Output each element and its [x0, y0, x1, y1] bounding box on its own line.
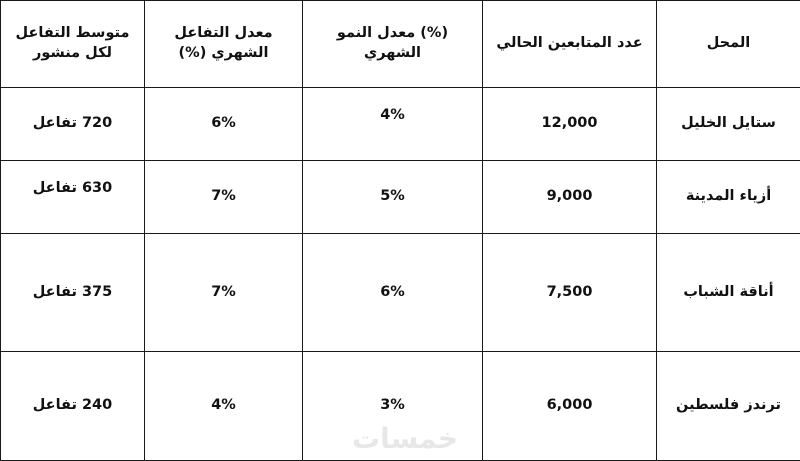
cell-growth-rate	[303, 352, 483, 461]
header-followers: عدد المتابعين الحالي	[483, 1, 657, 88]
cell-engagement-rate	[145, 161, 303, 234]
cell-store: ترندز فلسطين	[657, 352, 800, 461]
cell-avg-engagement: 375 تفاعل	[1, 234, 145, 352]
cell-growth-rate	[303, 161, 483, 234]
cell-growth-rate	[303, 88, 483, 161]
cell-followers	[483, 234, 657, 352]
table-row	[1, 161, 800, 234]
cell-avg-engagement: 630 تفاعل	[1, 161, 145, 234]
cell-followers	[483, 88, 657, 161]
engagement-rate-value: 7%	[211, 283, 236, 303]
header-engagement-rate: معدل التفاعل الشهري (%)	[145, 1, 303, 88]
header-avg-engagement: متوسط التفاعل لكل منشور	[1, 1, 145, 88]
growth-value: 6%	[380, 283, 405, 303]
header-store: المحل	[657, 1, 800, 88]
cell-engagement-rate	[145, 352, 303, 461]
cell-store: أزياء المدينة	[657, 161, 800, 234]
watermark-logo: خمسات	[352, 422, 458, 455]
cell-avg-engagement: 240 تفاعل	[1, 352, 145, 461]
table-row	[1, 352, 800, 461]
header-growth-rate: (%) معدل النمو الشهري	[303, 1, 483, 88]
engagement-rate-value: 4%	[211, 396, 236, 416]
cell-engagement-rate	[145, 234, 303, 352]
growth-value: 4%	[380, 106, 405, 126]
cell-avg-engagement: 720 تفاعل	[1, 88, 145, 161]
engagement-rate-value: 6%	[211, 114, 236, 134]
followers-value: 9,000	[547, 187, 593, 207]
cell-store: أناقة الشباب	[657, 234, 800, 352]
cell-followers	[483, 161, 657, 234]
cell-growth-rate	[303, 234, 483, 352]
table-row	[1, 88, 800, 161]
engagement-rate-value: 7%	[211, 187, 236, 207]
cell-followers	[483, 352, 657, 461]
table-header-row	[1, 1, 800, 88]
followers-value: 12,000	[542, 114, 598, 134]
growth-value: 5%	[380, 187, 405, 207]
followers-value: 7,500	[547, 283, 593, 303]
cell-engagement-rate	[145, 88, 303, 161]
followers-value: 6,000	[547, 396, 593, 416]
table-row	[1, 234, 800, 352]
growth-value: 3%	[380, 396, 405, 416]
cell-store: ستايل الخليل	[657, 88, 800, 161]
